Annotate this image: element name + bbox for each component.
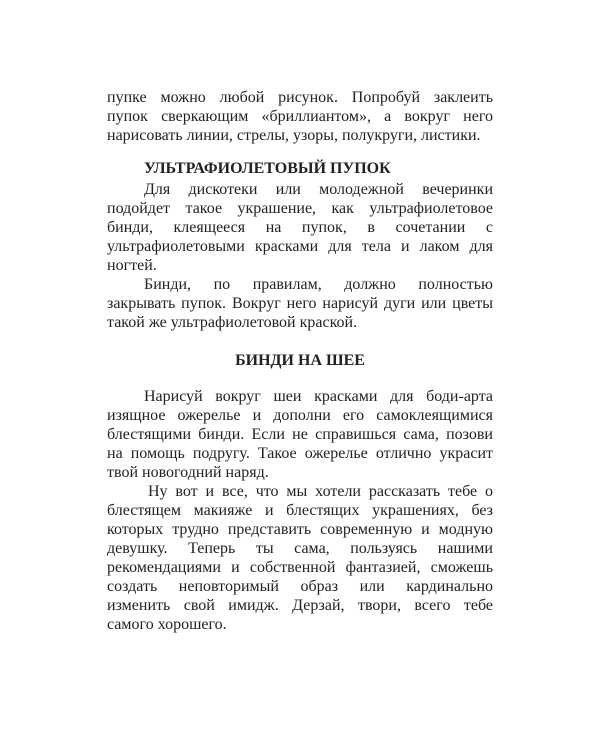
- text-line: Нарисуй вокруг шеи красками для боди-арта: [144, 388, 493, 405]
- text-line: которых трудно представить современную и модную: [107, 521, 493, 538]
- text-line: создать неповторимый образ или кардинально: [107, 578, 493, 595]
- text-line: блестящем макияже и блестящих украшениях, без: [107, 502, 493, 519]
- text-line: изменить свой имидж. Дерзай, твори, всего тебе: [107, 597, 493, 614]
- text-line: нарисовать линии, стрелы, узоры, полукруги, листики.: [107, 127, 481, 144]
- text-line: закрывать пупок. Вокруг него нарисуй дуги или цветы: [107, 295, 493, 312]
- text-line: блестящими бинди. Если не справишься сама, позови: [107, 426, 493, 443]
- text-line: бинди, клеящееся на пупок, в сочетании с: [107, 219, 493, 236]
- text-line: ультрафиолетовыми красками для тела и лаком для: [107, 238, 493, 255]
- section-uv-navel-body: [107, 180, 493, 332]
- section-bindi-neck-body: [107, 387, 493, 634]
- text-line: пупок сверкающим «бриллиантом», а вокруг него: [107, 108, 493, 125]
- text-line: Для дискотеки или молодежной вечеринки: [144, 181, 493, 198]
- text-line: пупке можно любой рисунок. Попробуй заклеить: [107, 89, 493, 106]
- text-line: твой новогодний наряд.: [107, 464, 269, 481]
- text-line: Ну вот и все, что мы хотели рассказать тебе о: [148, 483, 493, 500]
- text-line: Бинди, по правилам, должно полностью: [144, 276, 493, 293]
- text-line: подойдет такое украшение, как ультрафиолетовое: [107, 200, 493, 217]
- section-heading-uv-navel: УЛЬТРАФИОЛЕТОВЫЙ ПУПОК: [144, 160, 391, 177]
- text-line: на помощь подругу. Такое ожерелье отлично украсит: [107, 445, 493, 462]
- section-heading-bindi-neck: БИНДИ НА ШЕЕ: [235, 352, 365, 369]
- text-line: изящное ожерелье и дополни его самоклеящимися: [107, 407, 493, 424]
- text-line: рекомендациями и собственной фантазией, сможешь: [107, 559, 493, 576]
- intro-paragraph: [107, 88, 493, 145]
- text-line: самого хорошего.: [107, 616, 227, 633]
- text-line: ногтей.: [107, 257, 157, 274]
- text-line: такой же ультрафиолетовой краской.: [107, 314, 358, 331]
- text-line: девушку. Теперь ты сама, пользуясь нашими: [107, 540, 493, 557]
